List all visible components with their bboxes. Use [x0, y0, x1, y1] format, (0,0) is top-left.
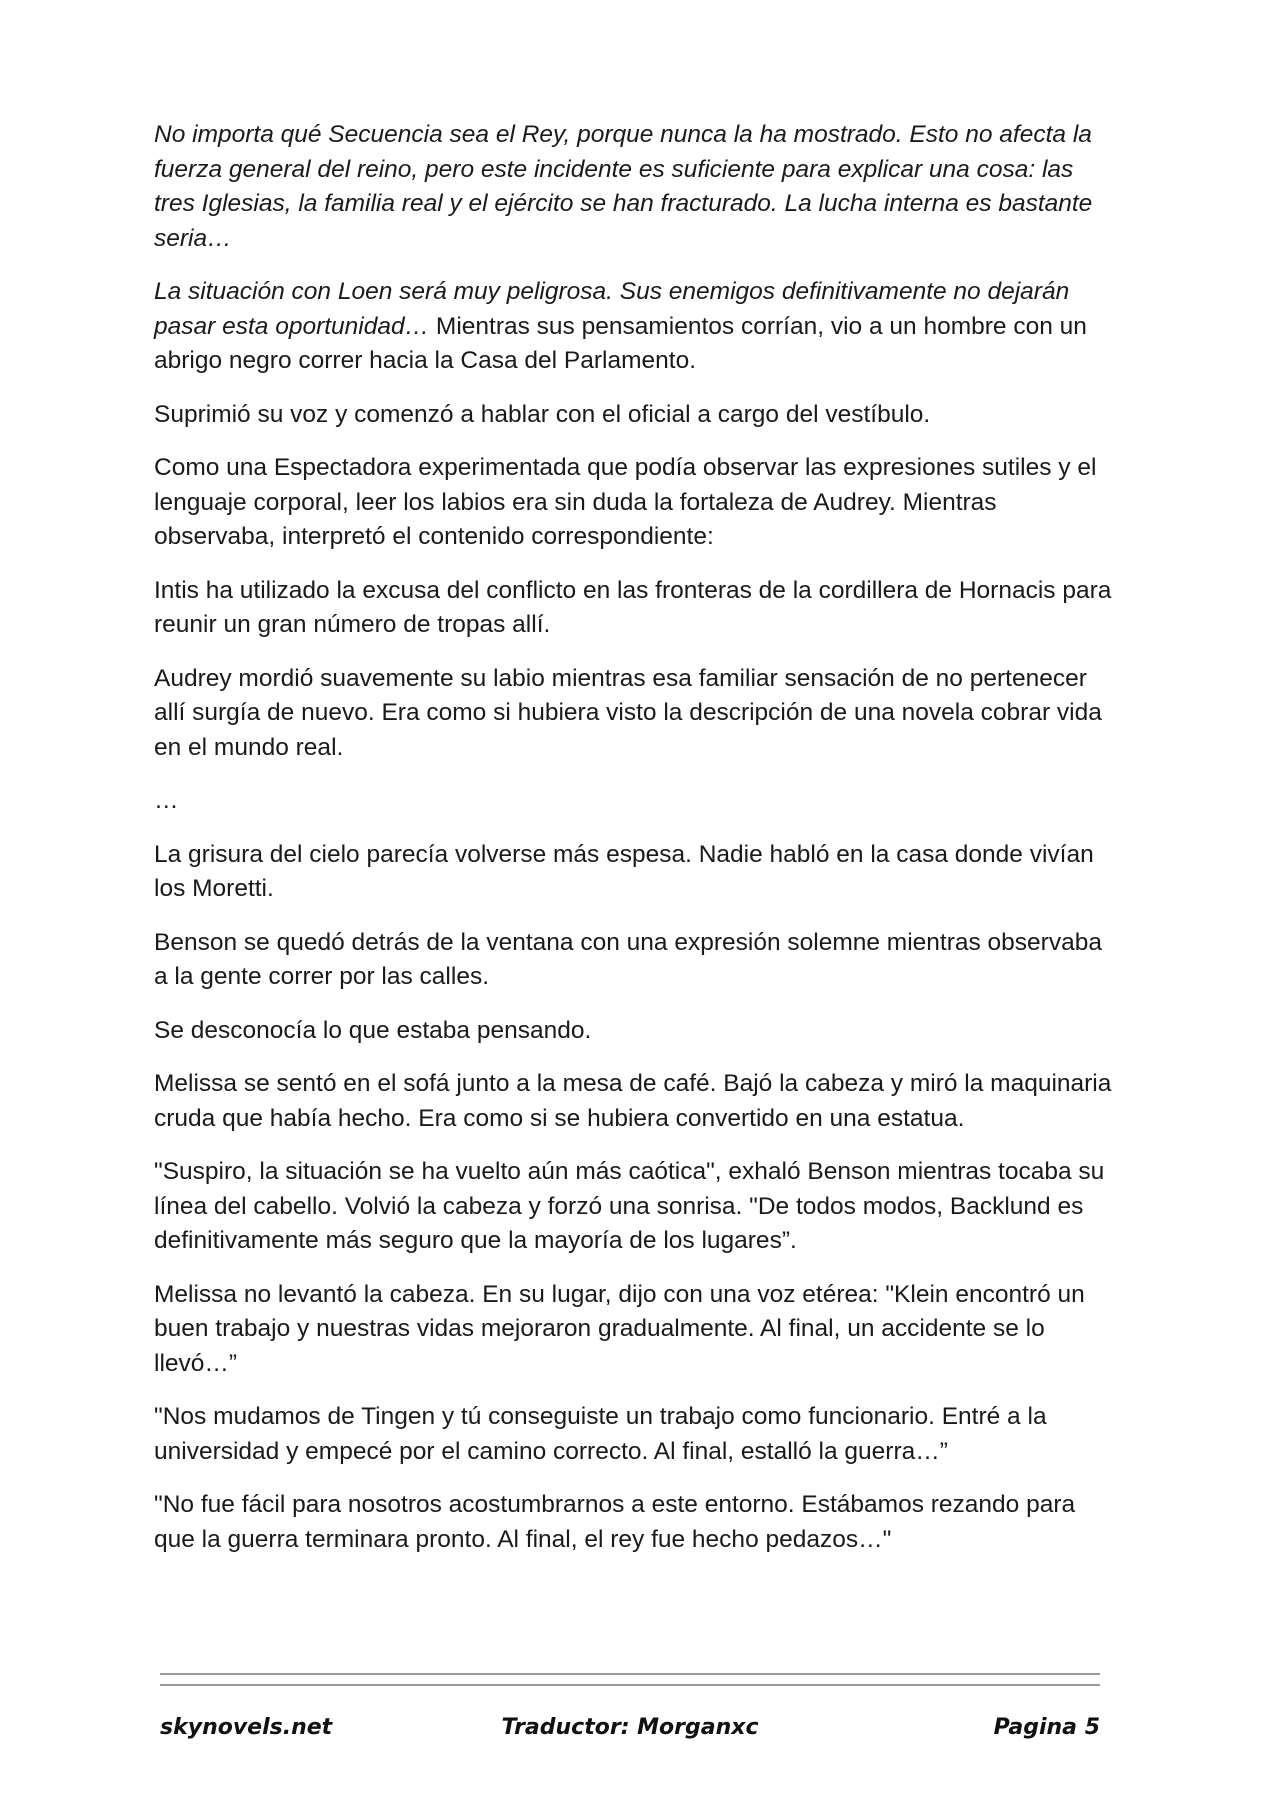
paragraph-11	[154, 1067, 1114, 1136]
footer-divider-bottom	[160, 1684, 1100, 1686]
paragraph-text: "No fue fácil para nosotros acostumbrarnos a este entorno. Estábamos rezando para que la guerra terminara pronto. Al final, el rey fue hecho pedazos…"	[154, 1491, 1076, 1553]
paragraph-5	[154, 574, 1114, 643]
paragraph-italic-text: La situación con Loen será muy peligrosa. Sus enemigos definitivamente no dejarán pasar esta oportunidad…	[154, 278, 1070, 340]
paragraph-text: Melissa no levantó la cabeza. En su lugar, dijo con una voz etérea: "Klein encontró un buen trabajo y nuestras vidas mejoraron gradualmente. Al final, un accidente se lo llevó…”	[154, 1280, 1085, 1377]
page-footer	[160, 1715, 1100, 1749]
paragraph-text: Audrey mordió suavemente su labio mientras esa familiar sensación de no pertenecer allí surgía de nuevo. Era como si hubiera visto la descripción de una novela cobrar vida en el mundo real.	[154, 664, 1102, 761]
paragraph-italic-text: No importa qué Secuencia sea el Rey, porque nunca la ha mostrado. Esto no afecta la fuerza general del reino, pero este incidente es suficiente para explicar una cosa: las tres Iglesias, la familia real y el ejército se han fracturado. La lucha interna es bastante seria…	[154, 121, 1093, 252]
paragraph-13	[154, 1278, 1114, 1382]
footer-translator: Traductor: Morganxc	[501, 1715, 759, 1740]
document-body	[154, 118, 1114, 1576]
paragraph-text: Como una Espectadora experimentada que podía observar las expresiones sutiles y el lenguaje corporal, leer los labios era sin duda la fortaleza de Audrey. Mientras observaba, interpretó el contenido correspondiente:	[154, 454, 1097, 550]
footer-page-number: Pagina 5	[993, 1715, 1100, 1740]
paragraph-4	[154, 451, 1114, 555]
paragraph-text: Intis ha utilizado la excusa del conflicto en las fronteras de la cordillera de Hornacis para reunir un gran número de tropas allí.	[154, 576, 1112, 638]
paragraph-text: …	[154, 787, 179, 814]
paragraph-text: Benson se quedó detrás de la ventana con una expresión solemne mientras observaba a la gente correr por las calles.	[154, 928, 1102, 990]
paragraph-1	[154, 118, 1114, 256]
footer-divider-top	[160, 1673, 1100, 1675]
paragraph-text: "Suspiro, la situación se ha vuelto aún más caótica", exhaló Benson mientras tocaba su línea del cabello. Volvió la cabeza y forzó una sonrisa. "De todos modos, Backlund es definitivamente más seguro que la mayoría de los lugares”.	[154, 1158, 1105, 1254]
paragraph-text: "Nos mudamos de Tingen y tú conseguiste un trabajo como funcionario. Entré a la universidad y empecé por el camino correcto. Al final, estalló la guerra…”	[154, 1403, 1047, 1465]
paragraph-text: Mientras sus pensamientos corrían, vio a un hombre con un abrigo negro correr hacia la Casa del Parlamento.	[154, 312, 1087, 374]
paragraph-text: Melissa se sentó en el sofá junto a la mesa de café. Bajó la cabeza y miró la maquinaria cruda que había hecho. Era como si se hubiera convertido en una estatua.	[154, 1070, 1112, 1132]
paragraph-9	[154, 926, 1114, 995]
paragraph-text: Se desconocía lo que estaba pensando.	[154, 1016, 592, 1044]
paragraph-7-ellipsis	[154, 784, 1114, 819]
footer-site: skynovels.net	[160, 1715, 333, 1740]
paragraph-8	[154, 838, 1114, 907]
paragraph-14	[154, 1400, 1114, 1469]
paragraph-6	[154, 662, 1114, 766]
paragraph-text: Suprimió su voz y comenzó a hablar con el oficial a cargo del vestíbulo.	[154, 400, 931, 428]
paragraph-3	[154, 398, 1114, 433]
paragraph-2	[154, 275, 1114, 379]
paragraph-15	[154, 1488, 1114, 1557]
paragraph-text: La grisura del cielo parecía volverse más espesa. Nadie habló en la casa donde vivían los Moretti.	[154, 840, 1094, 902]
paragraph-10	[154, 1014, 1114, 1049]
paragraph-12	[154, 1155, 1114, 1259]
